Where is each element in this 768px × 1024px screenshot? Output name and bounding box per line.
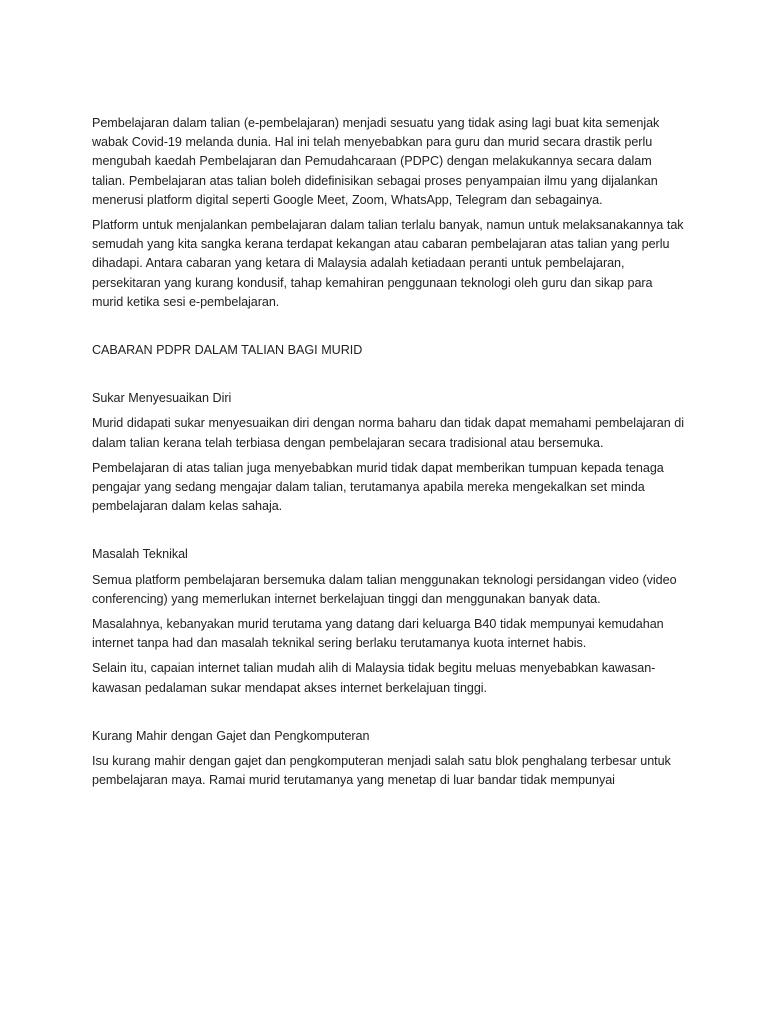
paragraph-intro: Pembelajaran dalam talian (e-pembelajaran) menjadi sesuatu yang tidak asing lagi buat kita semenjak wabak Covid-19 melanda dunia. Hal ini telah menyebabkan para guru dan murid secara drastik perlu mengubah kaedah Pembelajaran dan Pemudahcaraan (PDPC) dengan melakukannya secara dalam talian. Pembelajaran atas talian boleh didefinisikan sebagai proses penyampaian ilmu yang dijalankan menerusi platform digital seperti Google Meet, Zoom, WhatsApp, Telegram dan sebagainya.: [92, 116, 660, 207]
paragraph-capaian-internet: Selain itu, capaian internet talian mudah alih di Malaysia tidak begitu meluas menyebabkan kawasan-kawasan pedalaman sukar mendapat akses internet berkelajuan tinggi.: [92, 661, 656, 695]
paragraph-b40: Masalahnya, kebanyakan murid terutama yang datang dari keluarga B40 tidak mempunyai kemudahan internet tanpa had dan masalah teknikal sering berlaku terutamanya kuota internet habis.: [92, 617, 664, 651]
document-page: [92, 114, 684, 790]
section-heading-cabaran: CABARAN PDPR DALAM TALIAN BAGI MURID: [92, 343, 363, 358]
paragraph-norma-baharu: Murid didapati sukar menyesuaikan diri dengan norma baharu dan tidak dapat memahami pembelajaran di dalam talian kerana telah terbiasa dengan pembelajaran secara tradisional atau bersemuka.: [92, 416, 685, 450]
paragraph-platform: Platform untuk menjalankan pembelajaran dalam talian terlalu banyak, namun untuk melaksanakannya tak semudah yang kita sangka kerana terdapat kekangan atau cabaran pembelajaran atas talian yang perlu dihadapi. Antara cabaran yang ketara di Malaysia adalah ketiadaan peranti untuk pembelajaran, persekitaran yang kurang kondusif, tahap kemahiran penggunaan teknologi oleh guru dan sikap para murid ketika sesi e-pembelajaran.: [92, 218, 684, 309]
paragraph-tumpuan: Pembelajaran di atas talian juga menyebabkan murid tidak dapat memberikan tumpuan kepada tenaga pengajar yang sedang mengajar dalam talian, terutamanya apabila mereka mengekalkan set minda pembelajaran dalam kelas sahaja.: [92, 460, 664, 514]
paragraph-gajet: Isu kurang mahir dengan gajet dan pengkomputeran menjadi salah satu blok penghalang terbesar untuk pembelajaran maya. Ramai murid terutamanya yang menetap di luar bandar tidak mempunyai: [92, 754, 671, 788]
subheading-sukar-menyesuaikan-diri: Sukar Menyesuaikan Diri: [92, 391, 232, 406]
paragraph-persidangan-video: Semua platform pembelajaran bersemuka dalam talian menggunakan teknologi persidangan video (video conferencing) yang memerlukan internet berkelajuan tinggi dan menggunakan banyak data.: [92, 572, 677, 606]
subheading-masalah-teknikal: Masalah Teknikal: [92, 547, 188, 562]
subheading-kurang-mahir: Kurang Mahir dengan Gajet dan Pengkomputeran: [92, 728, 370, 743]
